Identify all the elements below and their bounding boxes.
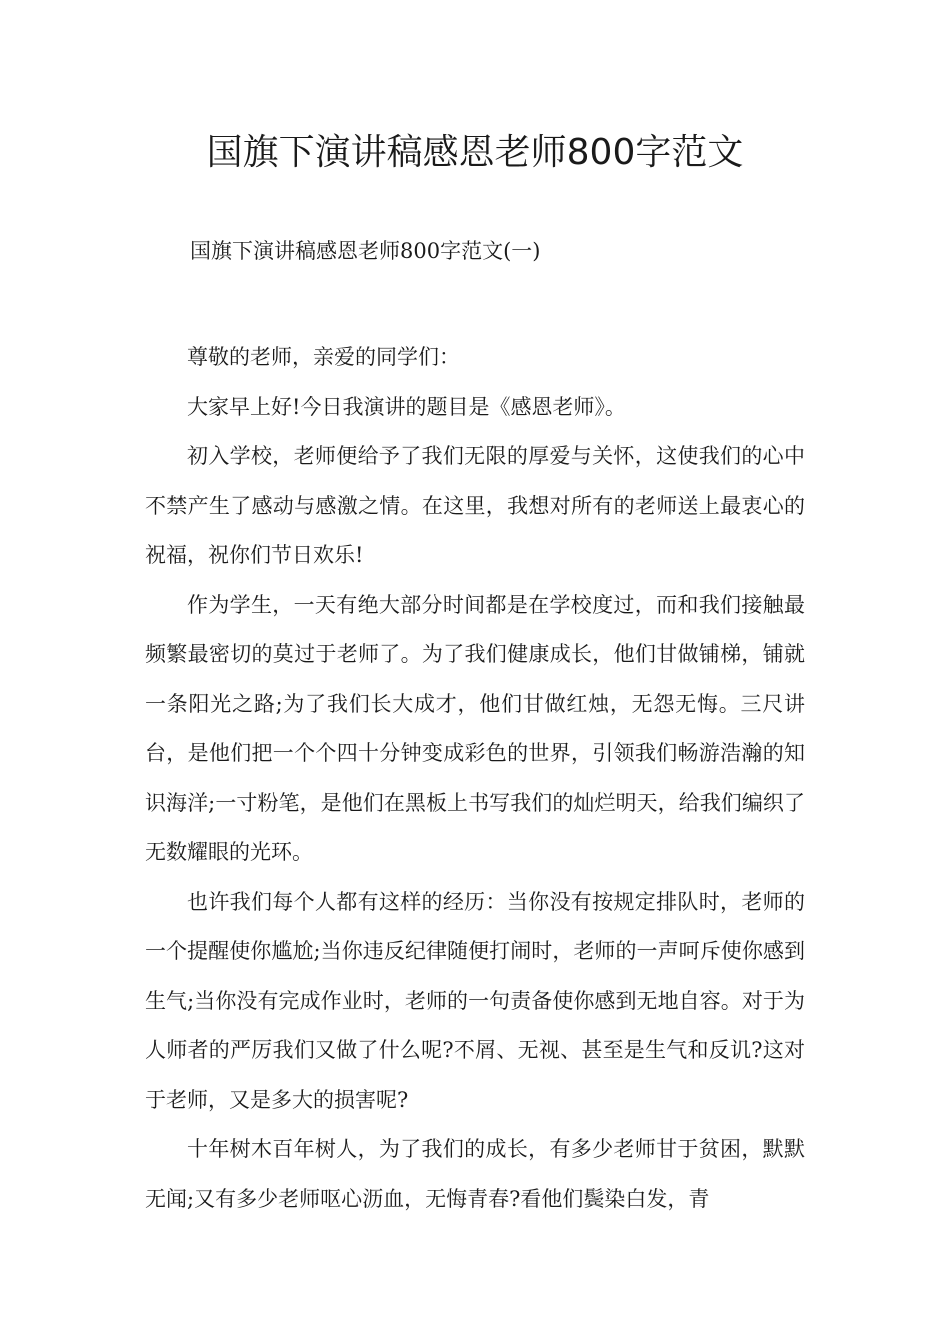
paragraph: 也许我们每个人都有这样的经历：当你没有按规定排队时，老师的一个提醒使你尴尬;当你违反纪律随便打闹时，老师的一声呵斥使你感到生气;当你没有完成作业时，老师的一句责备使你感到无地自容。对于为人师者的严厉我们又做了什么呢?不屑、无视、甚至是生气和反讥?这对于老师，又是多大的损害呢? bbox=[145, 889, 805, 1112]
document-body bbox=[145, 333, 805, 1224]
paragraph: 作为学生，一天有绝大部分时间都是在学校度过，而和我们接触最频繁最密切的莫过于老师了。为了我们健康成长，他们甘做铺梯，铺就一条阳光之路;为了我们长大成才，他们甘做红烛，无怨无悔。三尺讲台，是他们把一个个四十分钟变成彩色的世界，引领我们畅游浩瀚的知识海洋;一寸粉笔，是他们在黑板上书写我们的灿烂明天，给我们编织了无数耀眼的光环。 bbox=[145, 592, 805, 864]
paragraph-greeting: 尊敬的老师，亲爱的同学们： bbox=[187, 345, 460, 369]
paragraph: 十年树木百年树人，为了我们的成长，有多少老师甘于贫困，默默无闻;又有多少老师呕心沥血，无悔青春?看他们鬓染白发，青 bbox=[145, 1137, 805, 1211]
paragraph-opening: 大家早上好!今日我演讲的题目是《感恩老师》。 bbox=[187, 394, 626, 419]
paragraph: 初入学校，老师便给予了我们无限的厚爱与关怀，这使我们的心中不禁产生了感动与感激之情。在这里，我想对所有的老师送上最衷心的祝福，祝你们节日欢乐! bbox=[145, 444, 805, 567]
document-title: 国旗下演讲稿感恩老师800字范文 bbox=[206, 132, 744, 173]
document-subtitle: 国旗下演讲稿感恩老师800字范文(一) bbox=[190, 239, 541, 263]
